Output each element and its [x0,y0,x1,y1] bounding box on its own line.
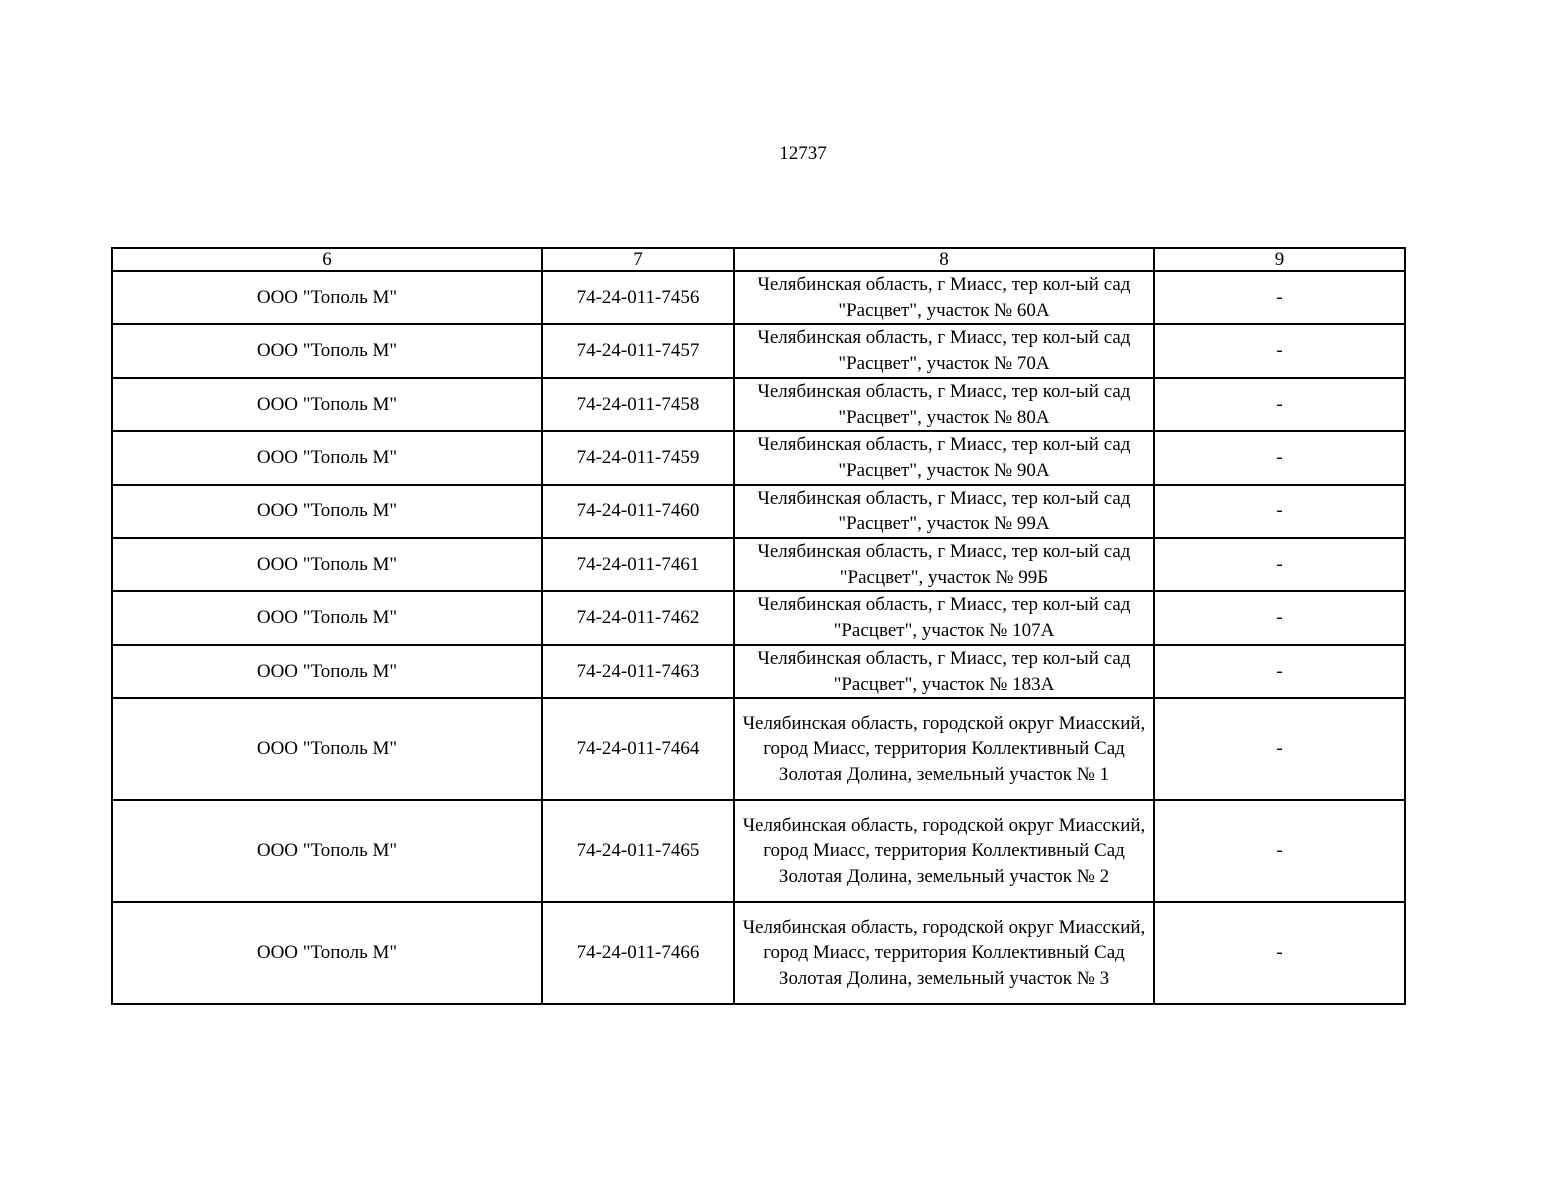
address-cell: Челябинская область, г Миасс, тер кол-ый сад "Расцвет", участок № 70А [734,324,1154,377]
table-row [112,378,1405,431]
owner-cell: ООО "Тополь М" [112,538,542,591]
address-cell: Челябинская область, г Миасс, тер кол-ый сад "Расцвет", участок № 99Б [734,538,1154,591]
note-cell: - [1154,902,1405,1004]
table-header-row [112,248,1405,271]
owner-cell: ООО "Тополь М" [112,271,542,324]
note-cell: - [1154,378,1405,431]
number-cell: 74-24-011-7461 [542,538,734,591]
address-cell: Челябинская область, г Миасс, тер кол-ый сад "Расцвет", участок № 107А [734,591,1154,644]
registry-table [111,247,1406,1005]
note-cell: - [1154,431,1405,484]
table-row [112,591,1405,644]
table-row [112,538,1405,591]
owner-cell: ООО "Тополь М" [112,324,542,377]
address-cell: Челябинская область, г Миасс, тер кол-ый сад "Расцвет", участок № 183А [734,645,1154,698]
owner-cell: ООО "Тополь М" [112,645,542,698]
owner-cell: ООО "Тополь М" [112,431,542,484]
note-cell: - [1154,698,1405,800]
page-number: 12737 [779,143,827,164]
table-row [112,902,1405,1004]
column-header-8: 8 [734,248,1154,271]
table-row [112,800,1405,902]
owner-cell: ООО "Тополь М" [112,800,542,902]
number-cell: 74-24-011-7466 [542,902,734,1004]
table-row [112,485,1405,538]
column-header-7: 7 [542,248,734,271]
number-cell: 74-24-011-7465 [542,800,734,902]
address-cell: Челябинская область, г Миасс, тер кол-ый сад "Расцвет", участок № 80А [734,378,1154,431]
note-cell: - [1154,485,1405,538]
table-row [112,271,1405,324]
number-cell: 74-24-011-7458 [542,378,734,431]
note-cell: - [1154,271,1405,324]
number-cell: 74-24-011-7456 [542,271,734,324]
table-row [112,324,1405,377]
address-cell: Челябинская область, г Миасс, тер кол-ый сад "Расцвет", участок № 60А [734,271,1154,324]
address-cell: Челябинская область, г Миасс, тер кол-ый сад "Расцвет", участок № 90А [734,431,1154,484]
note-cell: - [1154,591,1405,644]
table-row [112,698,1405,800]
owner-cell: ООО "Тополь М" [112,591,542,644]
owner-cell: ООО "Тополь М" [112,902,542,1004]
table-row [112,645,1405,698]
number-cell: 74-24-011-7459 [542,431,734,484]
address-cell: Челябинская область, городской округ Миасский, город Миасс, территория Коллективный Сад Золотая Долина, земельный участок № 2 [734,800,1154,902]
note-cell: - [1154,800,1405,902]
address-cell: Челябинская область, городской округ Миасский, город Миасс, территория Коллективный Сад Золотая Долина, земельный участок № 3 [734,902,1154,1004]
number-cell: 74-24-011-7460 [542,485,734,538]
owner-cell: ООО "Тополь М" [112,378,542,431]
table-row [112,431,1405,484]
number-cell: 74-24-011-7463 [542,645,734,698]
address-cell: Челябинская область, городской округ Миасский, город Миасс, территория Коллективный Сад Золотая Долина, земельный участок № 1 [734,698,1154,800]
column-header-6: 6 [112,248,542,271]
address-cell: Челябинская область, г Миасс, тер кол-ый сад "Расцвет", участок № 99А [734,485,1154,538]
note-cell: - [1154,645,1405,698]
number-cell: 74-24-011-7462 [542,591,734,644]
owner-cell: ООО "Тополь М" [112,698,542,800]
number-cell: 74-24-011-7464 [542,698,734,800]
owner-cell: ООО "Тополь М" [112,485,542,538]
number-cell: 74-24-011-7457 [542,324,734,377]
note-cell: - [1154,324,1405,377]
column-header-9: 9 [1154,248,1405,271]
note-cell: - [1154,538,1405,591]
